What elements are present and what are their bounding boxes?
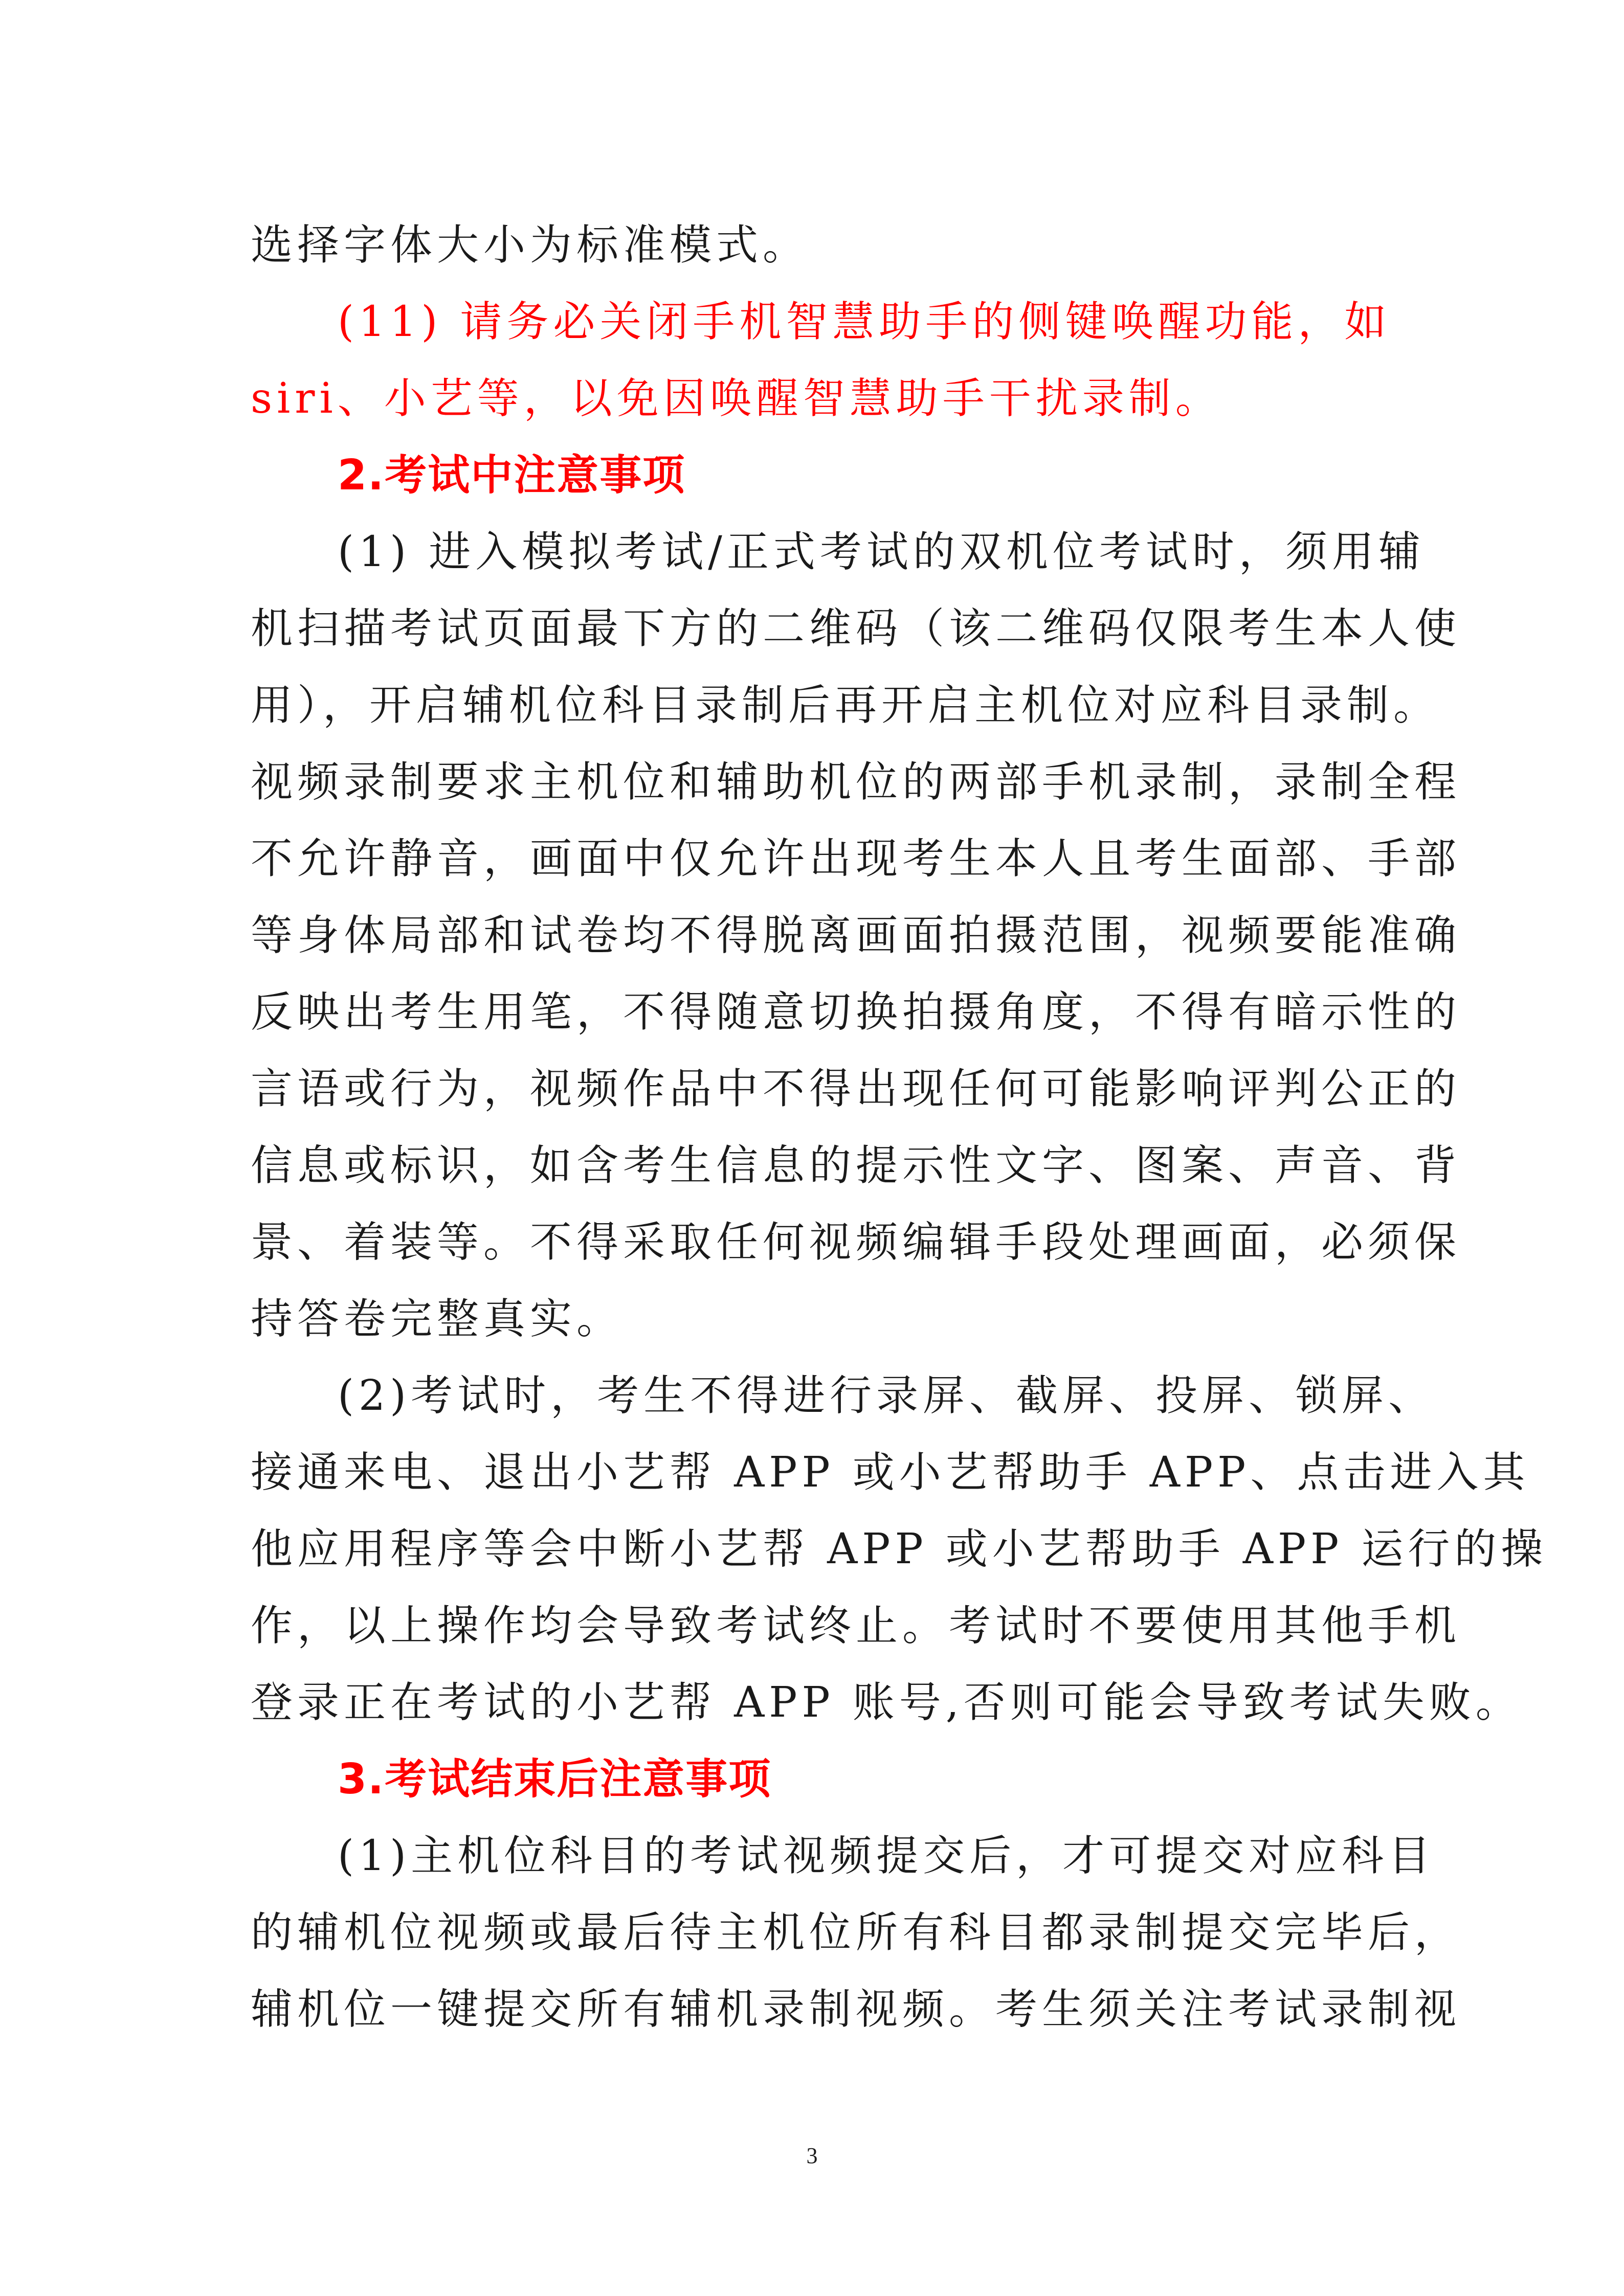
paragraph-line: 辅机位一键提交所有辅机录制视频。考生须关注考试录制视 — [251, 1985, 1461, 2034]
paragraph-line: 用），开启辅机位科目录制后再开启主机位对应科目录制。 — [251, 681, 1440, 730]
paragraph-line: 等身体局部和试卷均不得脱离画面拍摄范围，视频要能准确 — [251, 911, 1461, 960]
paragraph-line: 不允许静音，画面中仅允许出现考生本人且考生面部、手部 — [251, 835, 1461, 883]
paragraph-line: 景、着装等。不得采取任何视频编辑手段处理画面，必须保 — [251, 1218, 1461, 1267]
paragraph-line: 选择字体大小为标准模式。 — [251, 221, 810, 269]
paragraph-line: 接通来电、退出小艺帮 APP 或小艺帮助手 APP、点击进入其 — [251, 1448, 1530, 1497]
notice-line: siri、小艺等，以免因唤醒智慧助手干扰录制。 — [251, 374, 1222, 423]
paragraph-line: 反映出考生用笔，不得随意切换拍摄角度，不得有暗示性的 — [251, 988, 1461, 1037]
paragraph-line: 信息或标识，如含考生信息的提示性文字、图案、声音、背 — [251, 1141, 1461, 1190]
page-number: 3 — [806, 2143, 818, 2168]
section-heading: 2.考试中注意事项 — [338, 451, 686, 500]
paragraph-line: 他应用程序等会中断小艺帮 APP 或小艺帮助手 APP 运行的操 — [251, 1525, 1548, 1573]
section-heading: 3.考试结束后注意事项 — [338, 1755, 772, 1804]
paragraph-line: 的辅机位视频或最后待主机位所有科目都录制提交完毕后， — [251, 1908, 1461, 1957]
paragraph-line: 言语或行为，视频作品中不得出现任何可能影响评判公正的 — [251, 1065, 1461, 1113]
paragraph-line: (1) 进入模拟考试/正式考试的双机位考试时，须用辅 — [338, 528, 1425, 576]
paragraph-line: 视频录制要求主机位和辅助机位的两部手机录制，录制全程 — [251, 758, 1461, 806]
paragraph-line: 持答卷完整真实。 — [251, 1295, 624, 1343]
paragraph-line: 作，以上操作均会导致考试终止。考试时不要使用其他手机 — [251, 1602, 1461, 1650]
notice-line: (11) 请务必关闭手机智慧助手的侧键唤醒功能，如 — [338, 298, 1391, 346]
paragraph-line: (1)主机位科目的考试视频提交后，才可提交对应科目 — [338, 1832, 1435, 1880]
paragraph-line: 登录正在考试的小艺帮 APP 账号,否则可能会导致考试失败。 — [251, 1678, 1522, 1727]
paragraph-line: 机扫描考试页面最下方的二维码（该二维码仅限考生本人使 — [251, 604, 1461, 653]
paragraph-line: (2)考试时，考生不得进行录屏、截屏、投屏、锁屏、 — [338, 1371, 1435, 1420]
